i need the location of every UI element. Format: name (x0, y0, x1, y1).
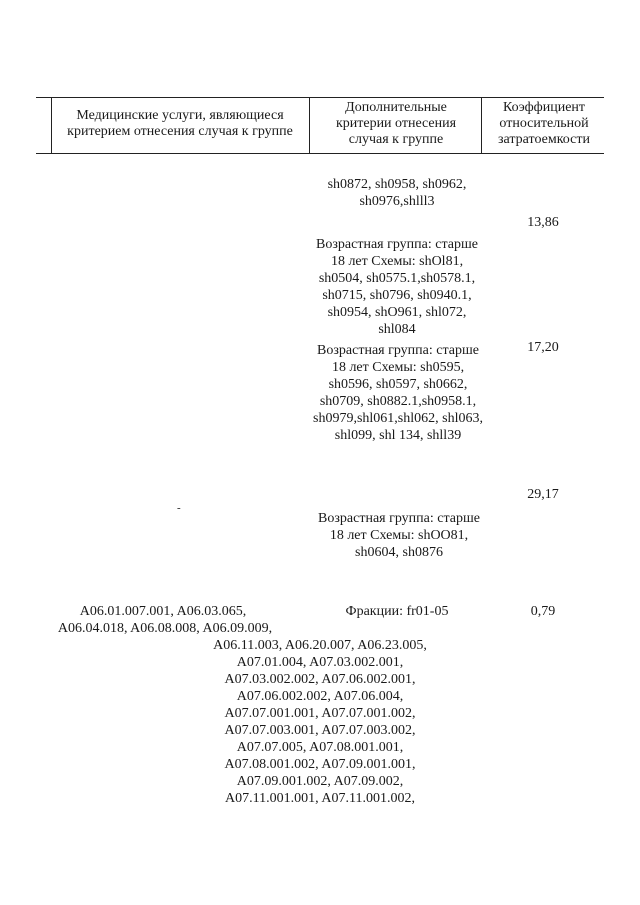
services-line-3: A06.11.003, A06.20.007, A06.23.005, (213, 638, 427, 653)
services-line-10: A07.08.001.002, A07.09.001.001, (224, 757, 416, 772)
header-coefficient: Коэффициент относительной затратоемкости (498, 100, 590, 147)
age-group-criteria-3: Возрастная группа: старше 18 лет Схемы: shOO81, sh0604, sh0876 (318, 511, 480, 560)
services-line-12: A07.11.001.001, A07.11.001.002, (225, 791, 415, 806)
dash-mark: - (177, 502, 181, 514)
column-divider-1 (309, 97, 310, 153)
column-divider-2 (481, 97, 482, 153)
services-line-5: A07.03.002.002, A07.06.002.001, (224, 672, 416, 687)
column-divider-0 (51, 97, 52, 153)
header-services: Медицинские услуги, являющиеся критерием отнесения случая к группе (67, 108, 293, 139)
services-line-11: A07.09.001.002, A07.09.002, (236, 774, 404, 789)
age-group-criteria-1: Возрастная группа: старше 18 лет Схемы: shOl81, sh0504, sh0575.1,sh0578.1, sh0715, sh0796, sh0940.1, sh0954, shO961, shl072, shl084 (316, 237, 478, 337)
coefficient-value-1: 13,86 (527, 215, 559, 230)
services-line-1: A06.01.007.001, A06.03.065, (79, 604, 247, 619)
header-bottom-rule (36, 153, 604, 154)
services-line-7: A07.07.001.001, A07.07.001.002, (224, 706, 416, 721)
fractions-criteria: Фракции: fr01-05 (345, 604, 449, 619)
age-group-criteria-2: Возрастная группа: старше 18 лет Схемы: sh0595, sh0596, sh0597, sh0662, sh0709, sh0882.1,sh0958.1, sh0979,shl061,shl062, shl063, shl099, shl 134, shll39 (313, 343, 483, 443)
coefficient-value-2: 17,20 (527, 340, 559, 355)
services-line-6: A07.06.002.002, A07.06.004, (236, 689, 404, 704)
coefficient-value-3: 29,17 (527, 487, 559, 502)
services-line-8: A07.07.003.001, A07.07.003.002, (224, 723, 416, 738)
schemes-continuation: sh0872, sh0958, sh0962, sh0976,shlll3 (327, 177, 467, 209)
coefficient-value-4: 0,79 (530, 604, 556, 619)
header-top-rule (36, 97, 604, 98)
header-additional-criteria: Дополнительные критерии отнесения случая к группе (335, 100, 457, 147)
services-line-4: A07.01.004, A07.03.002.001, (236, 655, 404, 670)
services-line-9: A07.07.005, A07.08.001.001, (236, 740, 404, 755)
services-line-2: A06.04.018, A06.08.008, A06.09.009, (57, 621, 273, 636)
